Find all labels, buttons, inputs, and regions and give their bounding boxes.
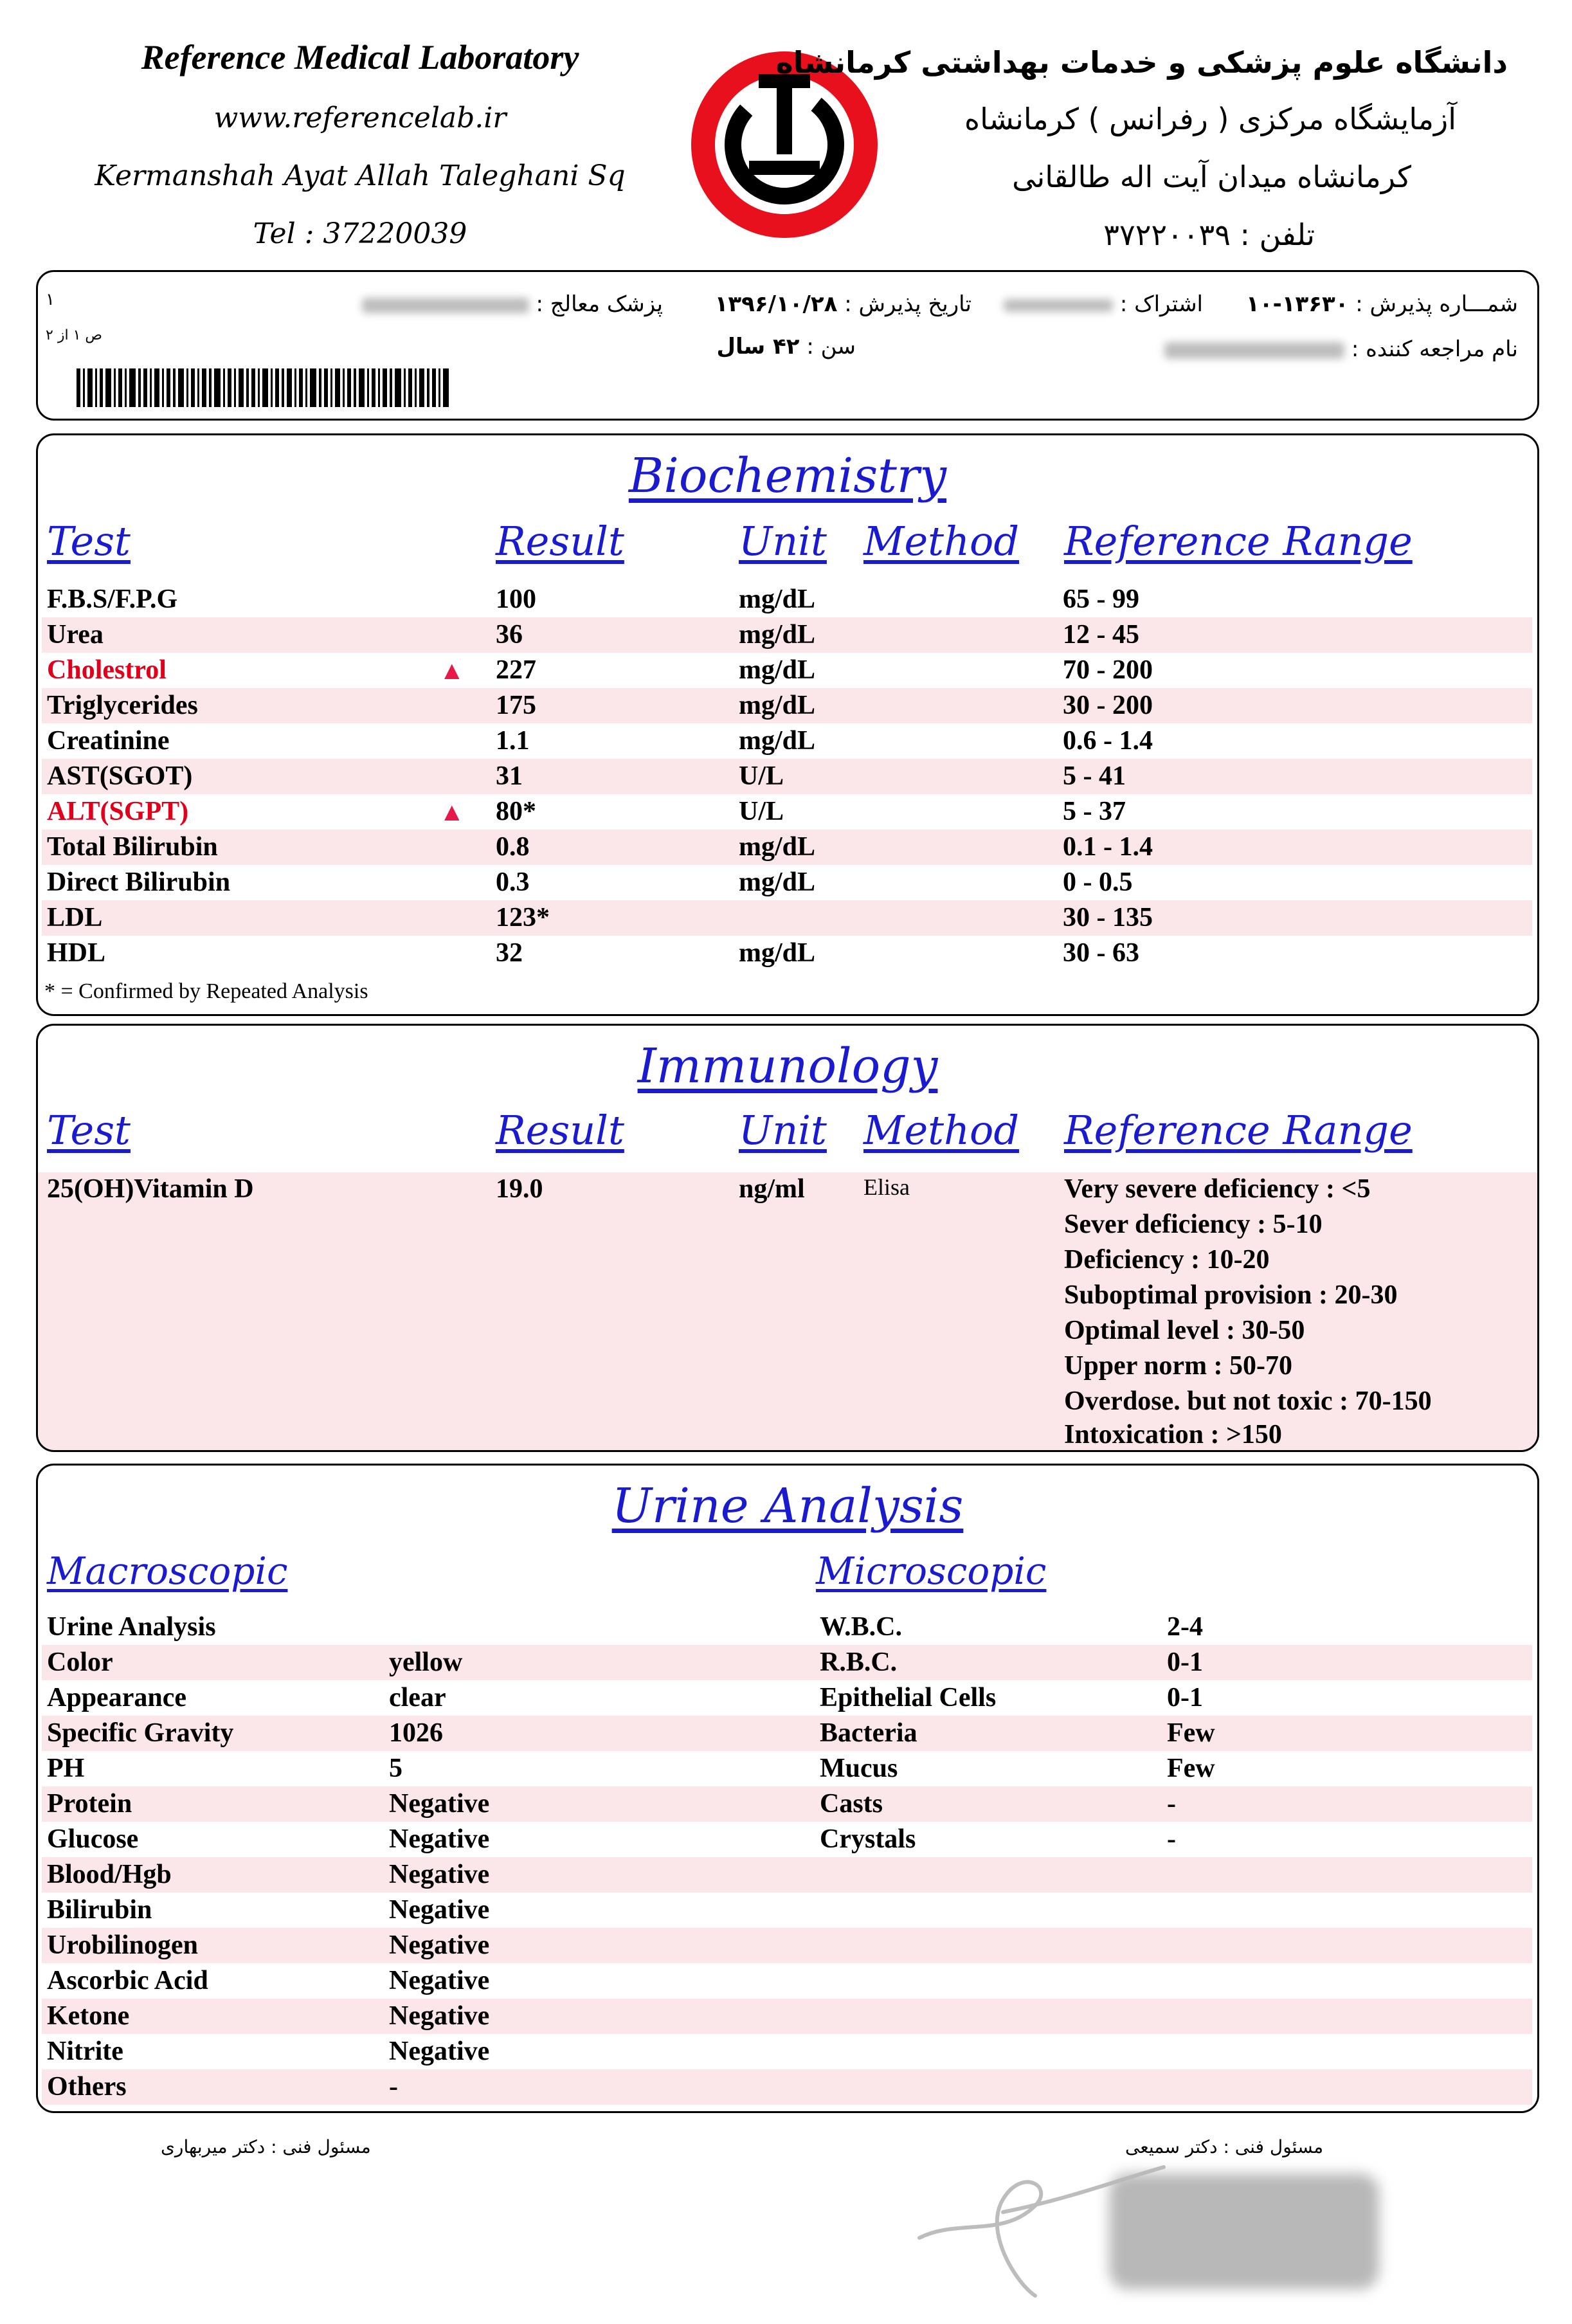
physician-field [362, 291, 663, 317]
reference-range-line: Suboptimal provision : 20-30 [1064, 1280, 1398, 1310]
micro-name: Crystals [820, 1824, 916, 1854]
test-range: 30 - 200 [1063, 691, 1153, 720]
micro-name: Bacteria [820, 1718, 917, 1748]
test-unit: mg/dL [739, 832, 816, 862]
test-result: 227 [496, 655, 536, 685]
table-row [42, 759, 1532, 794]
test-range: 12 - 45 [1063, 620, 1139, 649]
test-name: AST(SGOT) [47, 761, 193, 791]
col-header-result: Result [496, 1107, 624, 1154]
table-row [42, 794, 1532, 830]
patient-name-redacted [1164, 342, 1344, 359]
test-range: 30 - 63 [1063, 938, 1139, 968]
table-row [42, 1751, 1532, 1786]
col-header-method: Method [863, 518, 1020, 565]
urine-analysis-title: Urine Analysis [611, 1478, 964, 1534]
lab-tel-fa: تلفن : ۳۷۲۲۰۰۳۹ [1103, 217, 1315, 252]
reception-date-value: ۱۳۹۶/۱۰/۲۸ [714, 291, 838, 317]
test-range: 65 - 99 [1063, 585, 1139, 614]
lab-website: www.referencelab.ir [213, 102, 507, 134]
col-header-method: Method [863, 1107, 1020, 1154]
reference-range-line: Sever deficiency : 5-10 [1064, 1210, 1323, 1239]
test-unit: ng/ml [739, 1174, 805, 1204]
lab-tel-en: Tel : 37220039 [253, 217, 467, 250]
technical-manager-right: مسئول فنی : دکتر سمیعی [1125, 2136, 1324, 2157]
test-name: F.B.S/F.P.G [47, 585, 178, 614]
test-name: Urea [47, 620, 104, 649]
lab-name-en: Reference Medical Laboratory [141, 38, 579, 77]
table-row [42, 1645, 1532, 1680]
col-header-unit: Unit [739, 518, 827, 565]
test-result: 123* [496, 903, 550, 932]
macro-name: Color [47, 1648, 113, 1677]
test-result: 0.3 [496, 867, 530, 897]
test-unit: mg/dL [739, 726, 816, 756]
reference-range-line: Overdose. but not toxic : 70-150 [1064, 1386, 1432, 1416]
test-name: Cholestrol [47, 655, 167, 685]
micro-name: Casts [820, 1789, 883, 1819]
table-row [42, 582, 1532, 617]
age-value: ۴۲ سال [716, 334, 800, 359]
copy-number: ۱ [46, 290, 55, 309]
test-result: 80* [496, 797, 536, 826]
test-unit: U/L [739, 797, 784, 826]
patient-info-box [36, 270, 1539, 421]
table-row [42, 723, 1532, 759]
test-name: ALT(SGPT) [47, 797, 189, 826]
test-unit: mg/dL [739, 585, 816, 614]
table-row [42, 2034, 1532, 2069]
technical-manager-left: مسئول فنی : دکتر میربهاری [161, 2136, 371, 2157]
macro-name: Urine Analysis [47, 1612, 216, 1642]
macro-value: Negative [389, 1930, 490, 1960]
test-result: 32 [496, 938, 523, 968]
macro-name: Nitrite [47, 2037, 123, 2066]
reference-range-line: Deficiency : 10-20 [1064, 1245, 1270, 1275]
reception-date-label: تاریخ پذیرش : [844, 291, 971, 317]
lab-address-en: Kermanshah Ayat Allah Taleghani Sq [95, 159, 626, 192]
table-row [42, 1822, 1532, 1857]
macro-name: Others [47, 2072, 127, 2102]
high-flag-icon: ▲ [439, 656, 465, 685]
urine-analysis-section [36, 1464, 1539, 2113]
test-result: 1.1 [496, 726, 530, 756]
macro-name: Protein [47, 1789, 132, 1819]
patient-name-label: نام مراجعه کننده : [1351, 336, 1518, 362]
micro-value: - [1167, 1824, 1176, 1854]
table-row [42, 1716, 1532, 1751]
macro-value: 1026 [389, 1718, 443, 1748]
test-result: 175 [496, 691, 536, 720]
table-row [42, 1786, 1532, 1822]
test-method: Elisa [863, 1174, 910, 1200]
macro-value: Negative [389, 1789, 490, 1819]
test-result: 0.8 [496, 832, 530, 862]
macro-value: Negative [389, 1860, 490, 1889]
table-row [42, 1893, 1532, 1928]
macro-name: Glucose [47, 1824, 139, 1854]
test-name: 25(OH)Vitamin D [47, 1174, 254, 1204]
table-row [42, 1963, 1532, 1999]
macro-name: Specific Gravity [47, 1718, 234, 1748]
test-name: Total Bilirubin [47, 832, 218, 862]
test-name: Creatinine [47, 726, 170, 756]
test-unit: mg/dL [739, 620, 816, 649]
subscription-label: اشتراک : [1119, 291, 1203, 317]
reception-date-field [715, 291, 971, 317]
university-name-fa: دانشگاه علوم پزشکی و خدمات بهداشتی کرمانشاه [775, 45, 1508, 80]
test-name: Triglycerides [47, 691, 198, 720]
test-range: 5 - 37 [1063, 797, 1126, 826]
macro-value: clear [389, 1683, 446, 1712]
table-row [42, 1680, 1532, 1716]
age-label: سن : [806, 334, 856, 359]
macro-value: Negative [389, 1824, 490, 1854]
test-result: 100 [496, 585, 536, 614]
micro-name: Epithelial Cells [820, 1683, 997, 1712]
micro-value: Few [1167, 1718, 1215, 1748]
high-flag-icon: ▲ [439, 797, 465, 826]
page-indicator: ص ۱ از ۲ [46, 327, 102, 343]
test-name: HDL [47, 938, 106, 968]
table-row [42, 830, 1532, 865]
test-name: LDL [47, 903, 103, 932]
macro-name: Blood/Hgb [47, 1860, 172, 1889]
reception-number-label: شمـــاره پذیرش : [1355, 291, 1518, 317]
micro-value: 2-4 [1167, 1612, 1203, 1642]
test-name: Direct Bilirubin [47, 867, 231, 897]
table-row [42, 617, 1532, 653]
test-range: 30 - 135 [1063, 903, 1153, 932]
macro-name: Ketone [47, 2001, 130, 2031]
test-result: 31 [496, 761, 523, 791]
micro-name: Mucus [820, 1754, 898, 1783]
physician-label: پزشک معالج : [536, 291, 663, 317]
stamp-redacted [1109, 2174, 1379, 2289]
macroscopic-header: Macroscopic [47, 1549, 288, 1593]
macro-value: yellow [389, 1648, 463, 1677]
macro-name: Bilirubin [47, 1895, 152, 1925]
test-result: 36 [496, 620, 523, 649]
test-unit: mg/dL [739, 655, 816, 685]
reference-range-line: Upper norm : 50-70 [1064, 1351, 1293, 1381]
test-result: 19.0 [496, 1174, 543, 1204]
subscription-field [1004, 291, 1203, 317]
macro-value: Negative [389, 2037, 490, 2066]
macro-value: Negative [389, 1966, 490, 1995]
macro-name: Ascorbic Acid [47, 1966, 208, 1995]
immunology-section [36, 1024, 1539, 1452]
macro-value: Negative [389, 1895, 490, 1925]
table-row [42, 688, 1532, 723]
test-range: 70 - 200 [1063, 655, 1153, 685]
barcode [77, 368, 456, 407]
test-range: 0.1 - 1.4 [1063, 832, 1153, 862]
macro-value: Negative [389, 2001, 490, 2031]
reference-range-line: Very severe deficiency : <5 [1064, 1174, 1371, 1204]
microscopic-header: Microscopic [816, 1549, 1047, 1593]
biochemistry-title: Biochemistry [628, 448, 947, 504]
confirmation-note: * = Confirmed by Repeated Analysis [44, 979, 368, 1003]
macro-value: 5 [389, 1754, 402, 1783]
micro-value: - [1167, 1789, 1176, 1819]
reception-number-value: ۱۳۶۳۰-۱۰ [1246, 291, 1349, 317]
table-row [42, 1928, 1532, 1963]
lab-address-fa: کرمانشاه میدان آیت اله طالقانی [1012, 159, 1411, 194]
test-unit: mg/dL [739, 938, 816, 968]
col-header-result: Result [496, 518, 624, 565]
biochemistry-section [36, 433, 1539, 1016]
subscription-redacted [1004, 299, 1113, 312]
table-row [42, 1610, 1532, 1645]
logo-text: Reference Laboratory [688, 33, 876, 52]
lab-name-fa: آزمایشگاه مرکزی ( رفرانس ) کرمانشاه [964, 102, 1456, 136]
macro-name: PH [47, 1754, 85, 1783]
test-unit: mg/dL [739, 691, 816, 720]
col-header-unit: Unit [739, 1107, 827, 1154]
patient-name-field [1164, 336, 1518, 362]
table-row [42, 1857, 1532, 1893]
macro-value: - [389, 2072, 398, 2102]
macro-name: Appearance [47, 1683, 186, 1712]
test-unit: U/L [739, 761, 784, 791]
reference-range-line: Intoxication : >150 [1064, 1420, 1282, 1449]
table-row [42, 1999, 1532, 2034]
test-range: 0 - 0.5 [1063, 867, 1133, 897]
test-unit: mg/dL [739, 867, 816, 897]
reception-number-field [1246, 291, 1518, 317]
test-range: 5 - 41 [1063, 761, 1126, 791]
macro-name: Urobilinogen [47, 1930, 198, 1960]
col-header-reference: Reference Range [1064, 1107, 1413, 1154]
col-header-test: Test [47, 518, 131, 565]
table-row [42, 900, 1532, 936]
micro-value: Few [1167, 1754, 1215, 1783]
reference-range-line: Optimal level : 30-50 [1064, 1316, 1305, 1345]
physician-redacted [362, 298, 529, 313]
micro-name: W.B.C. [820, 1612, 902, 1642]
col-header-reference: Reference Range [1064, 518, 1413, 565]
table-row [42, 936, 1532, 971]
micro-name: R.B.C. [820, 1648, 898, 1677]
table-row [42, 2069, 1532, 2105]
table-row [42, 865, 1532, 900]
micro-value: 0-1 [1167, 1683, 1203, 1712]
age-field [716, 334, 856, 359]
table-row [42, 653, 1532, 688]
col-header-test: Test [47, 1107, 131, 1154]
test-range: 0.6 - 1.4 [1063, 726, 1153, 756]
immunology-title: Immunology [637, 1039, 938, 1094]
micro-value: 0-1 [1167, 1648, 1203, 1677]
